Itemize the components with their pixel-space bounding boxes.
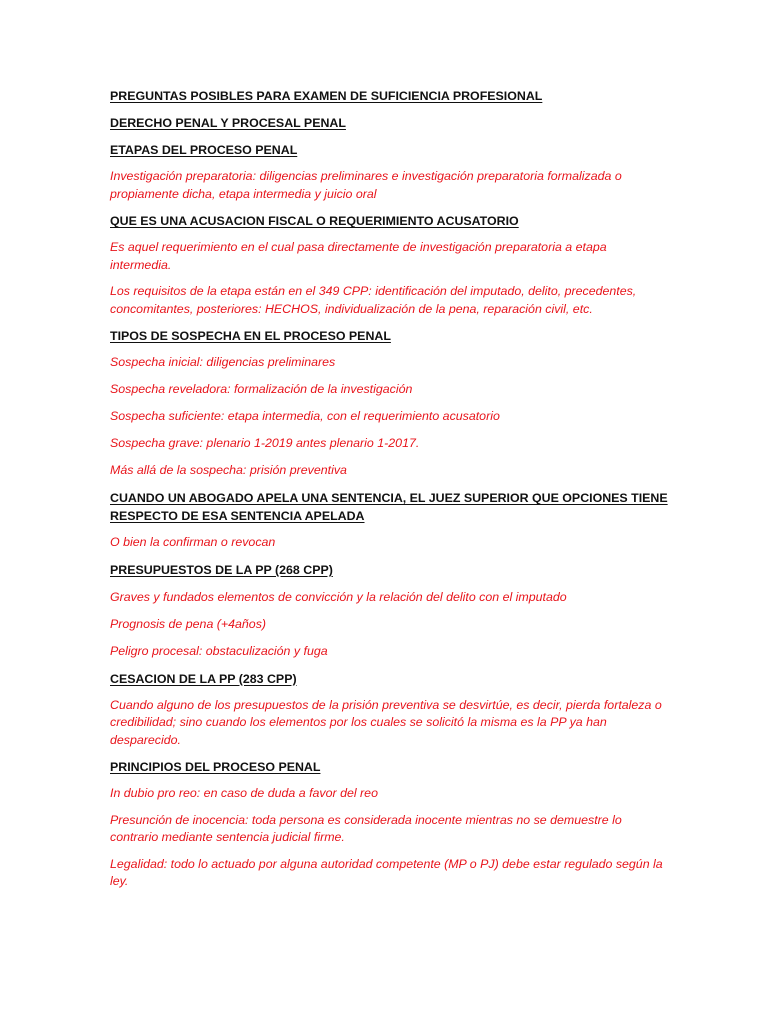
section-answer: Presunción de inocencia: toda persona es considerada inocente mientras no se demuestre lo contrario mediante sentencia judicial firme. bbox=[110, 812, 622, 844]
document-subject: DERECHO PENAL Y PROCESAL PENAL bbox=[110, 116, 346, 130]
section-answer: Prognosis de pena (+4años) bbox=[110, 616, 267, 631]
section-heading: PRINCIPIOS DEL PROCESO PENAL bbox=[110, 760, 321, 774]
section-answer: O bien la confirman o revocan bbox=[110, 535, 276, 549]
section-answer: Los requisitos de la etapa están en el 349 CPP: identificación del imputado, delito, precedentes, concomitantes, posteriores: HECHOS, individualización de la pena, reparación civil, etc. bbox=[110, 284, 637, 316]
section-answer: Sospecha grave: plenario 1-2019 antes plenario 1-2017. bbox=[110, 436, 420, 450]
section-answer: In dubio pro reo: en caso de duda a favor del reo bbox=[110, 786, 378, 800]
section-answer: Cuando alguno de los presupuestos de la prisión preventiva se desvirtúe, es decir, pierda fortaleza o credibilidad; sino cuando los elementos por los cuales se solicitó la misma es la PP ya han desparecido. bbox=[110, 697, 662, 747]
section-answer: Sospecha inicial: diligencias preliminares bbox=[110, 355, 336, 369]
section-answer: Más allá de la sospecha: prisión preventiva bbox=[110, 463, 347, 477]
document-title: PREGUNTAS POSIBLES PARA EXAMEN DE SUFICIENCIA PROFESIONAL bbox=[110, 89, 543, 103]
section-answer: Es aquel requerimiento en el cual pasa directamente de investigación preparatoria a etapa intermedia. bbox=[110, 240, 607, 272]
section-answer: Sospecha reveladora: formalización de la investigación bbox=[110, 382, 413, 396]
section-heading: CESACION DE LA PP (283 CPP) bbox=[110, 671, 297, 686]
section-answer: Sospecha suficiente: etapa intermedia, con el requerimiento acusatorio bbox=[110, 409, 500, 423]
section-heading: QUE ES UNA ACUSACION FISCAL O REQUERIMIENTO ACUSATORIO bbox=[110, 214, 519, 228]
section-heading: TIPOS DE SOSPECHA EN EL PROCESO PENAL bbox=[110, 329, 391, 343]
section-answer: Graves y fundados elementos de convicción y la relación del delito con el imputado bbox=[110, 589, 567, 604]
section-heading: ETAPAS DEL PROCESO PENAL bbox=[110, 143, 298, 157]
section-answer: Legalidad: todo lo actuado por alguna autoridad competente (MP o PJ) debe estar regulado según la ley. bbox=[110, 856, 663, 888]
section-answer: Investigación preparatoria: diligencias preliminares e investigación preparatoria formalizada o propiamente dicha, etapa intermedia y juicio oral bbox=[110, 169, 622, 201]
section-heading: PRESUPUESTOS DE LA PP (268 CPP) bbox=[110, 563, 333, 577]
section-heading: CUANDO UN ABOGADO APELA UNA SENTENCIA, EL JUEZ SUPERIOR QUE OPCIONES TIENE RESPECTO DE ESA SENTENCIA APELADA bbox=[110, 491, 668, 523]
section-answer: Peligro procesal: obstaculización y fuga bbox=[110, 643, 328, 658]
